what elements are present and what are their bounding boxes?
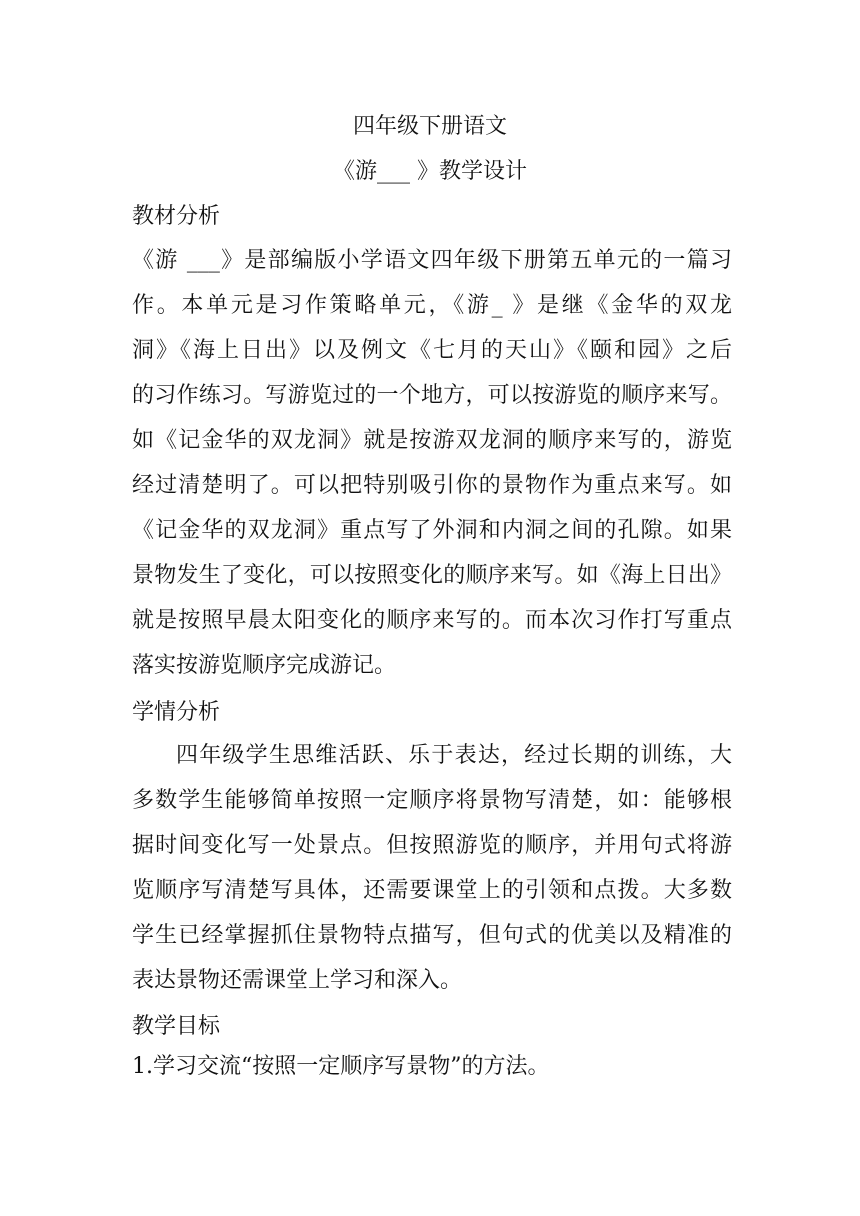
text-line: 《游 ___》是部编版小学语文四年级下册第五单元的一篇习 <box>132 248 732 273</box>
text-line: 作。本单元是习作策略单元，《游_ 》是继《金华的双龙 <box>132 293 732 318</box>
text-line: 多数学生能够简单按照一定顺序将景物写清楚，如：能够根 <box>132 788 732 813</box>
text-line: 《记金华的双龙洞》重点写了外洞和内洞之间的孔隙。如果 <box>132 518 732 543</box>
text-line: 洞》《海上日出》以及例文《七月的天山》《颐和园》之后 <box>132 338 732 363</box>
paragraph-student-analysis <box>132 733 732 1003</box>
text-line: 景物发生了变化，可以按照变化的顺序来写。如《海上日出》 <box>132 563 732 588</box>
section-heading-student-analysis: 学情分析 <box>132 700 221 725</box>
text-line: 落实按游览顺序完成游记。 <box>132 653 397 678</box>
text-line: 据时间变化写一处景点。但按照游览的顺序，并用句式将游 <box>132 833 732 858</box>
text-line: 表达景物还需课堂上学习和深入。 <box>132 968 463 993</box>
text-line: 如《记金华的双龙洞》就是按游双龙洞的顺序来写的，游览 <box>132 428 732 453</box>
paragraph-textbook-analysis <box>132 238 732 688</box>
text-line: 学生已经掌握抓住景物特点描写，但句式的优美以及精准的 <box>132 923 732 948</box>
text-line: 就是按照早晨太阳变化的顺序来写的。而本次习作打写重点 <box>132 608 732 633</box>
text-line: 四年级学生思维活跃、乐于表达，经过长期的训练，大 <box>176 743 732 768</box>
goal-item: 1.学习交流“按照一定顺序写景物”的方法。 <box>132 1054 550 1079</box>
section-heading-teaching-goals: 教学目标 <box>132 1014 221 1039</box>
document-subtitle: 《游___ 》教学设计 <box>333 159 527 184</box>
text-line: 览顺序写清楚写具体，还需要课堂上的引领和点拨。大多数 <box>132 878 732 903</box>
text-line: 经过清楚明了。可以把特别吸引你的景物作为重点来写。如 <box>132 473 732 498</box>
document-title: 四年级下册语文 <box>352 114 507 139</box>
section-heading-textbook-analysis: 教材分析 <box>132 204 221 229</box>
text-line: 的习作练习。写游览过的一个地方，可以按游览的顺序来写。 <box>132 383 732 408</box>
